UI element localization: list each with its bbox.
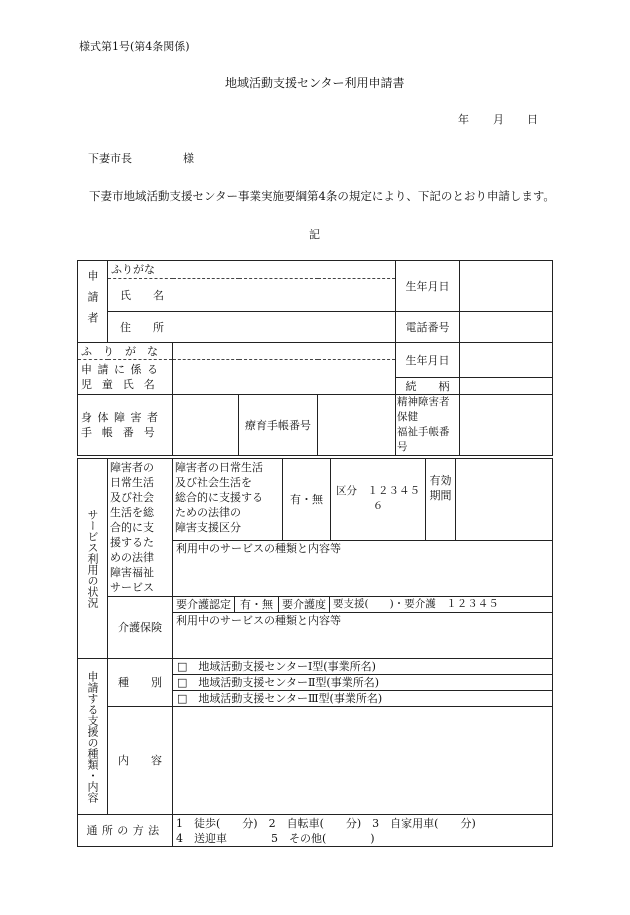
welfare-in-use-field[interactable]: 利用中のサービスの種類と内容等 [173,540,553,596]
applicant-furigana-value[interactable] [173,261,396,279]
applicant-furigana-label: ふりがな [108,261,173,279]
document-title: 地域活動支援センター利用申請書 [225,76,405,90]
request-content-field[interactable] [173,707,553,815]
physical-handbook-label: 身体障害者 手帳番号 [78,395,173,456]
application-statement: 下妻市地域活動支援センター事業実施要綱第4条の規定により、下記のとおり申請します。 [89,189,555,203]
care-in-use-field[interactable]: 利用中のサービスの種類と内容等 [173,613,553,659]
applicant-phone-value[interactable] [460,312,553,343]
ryoiku-handbook-label: 療育手帳番号 [239,395,318,456]
care-insurance-label: 介護保険 [108,597,173,659]
service-table [77,458,553,847]
child-birth-value[interactable] [460,343,553,378]
date-day: 日 [527,113,538,126]
support-category-label: 障害者の日常生活 及び社会生活を 総合的に支援する ための法律の 障害支援区分 [173,459,283,541]
child-birth-label: 生年月日 [396,343,460,378]
care-yes-no[interactable]: 有・無 [235,597,279,612]
date-year: 年 [458,113,469,126]
mental-handbook-value[interactable] [460,395,553,456]
care-cert-row [173,597,553,613]
form-number: 様式第1号(第4条関係) [79,40,190,53]
applicant-birth-value[interactable] [460,261,553,312]
child-furigana-value[interactable] [173,343,396,360]
honorific: 様 [183,152,194,165]
request-option-type1[interactable]: □ 地域活動支援センターⅠ型(事業所名) [173,659,552,675]
ryoiku-handbook-value[interactable] [318,395,396,456]
care-level-label: 要介護度 [279,597,330,612]
request-option-type2[interactable]: □ 地域活動支援センターⅡ型(事業所名) [173,675,552,691]
request-option-type3[interactable]: □ 地域活動支援センターⅢ型(事業所名) [177,692,383,705]
applicant-section-label: 申請者 [78,261,108,343]
addressee: 下妻市長 [88,152,132,165]
support-kubun[interactable]: 区分 １２３４５６ [331,459,426,541]
commute-method-label: 通所の方法 [78,815,173,847]
validity-period-label: 有効 期間 [426,459,456,541]
service-section-label: サービス利用の状況 [78,459,108,659]
applicant-address-value[interactable] [173,312,396,343]
request-type-label: 種 別 [108,659,173,707]
applicant-phone-label: 電話番号 [396,312,460,343]
commute-method-options[interactable]: 1 徒歩( 分) 2 自転車( 分) 3 自家用車( 分) 4 送迎車 5 その他( ) [173,815,553,847]
validity-period-value[interactable] [456,459,553,541]
child-relation-label: 続 柄 [396,378,460,395]
child-relation-value[interactable] [460,378,553,395]
applicant-name-label: 氏 名 [108,279,173,312]
request-section-label: 申請する支援の種類・内容 [78,659,108,815]
request-type-options [173,659,553,707]
child-name-value[interactable] [173,360,396,395]
welfare-service-label: 障害者の 日常生活 及び社会 生活を総 合的に支 援するた めの法律 障害福祉 サービス [108,459,173,597]
applicant-table [77,260,553,456]
request-content-label: 内 容 [108,707,173,815]
support-yes-no[interactable]: 有・無 [283,459,331,541]
applicant-birth-label: 生年月日 [396,261,460,312]
applicant-name-value[interactable] [173,279,396,312]
mental-handbook-label: 精神障害者保健 福祉手帳番号 [396,395,460,456]
date-month: 月 [493,113,504,126]
physical-handbook-value[interactable] [173,395,239,456]
child-furigana-label: ふりがな [78,343,173,360]
child-name-label: 申請に係る 児童氏名 [78,360,173,395]
applicant-address-label: 住 所 [108,312,173,343]
care-cert-label: 要介護認定 [173,597,235,612]
care-level-value[interactable]: 要支援( )・要介護 １２３４５ [333,598,499,610]
ki-marker: 記 [309,228,320,241]
